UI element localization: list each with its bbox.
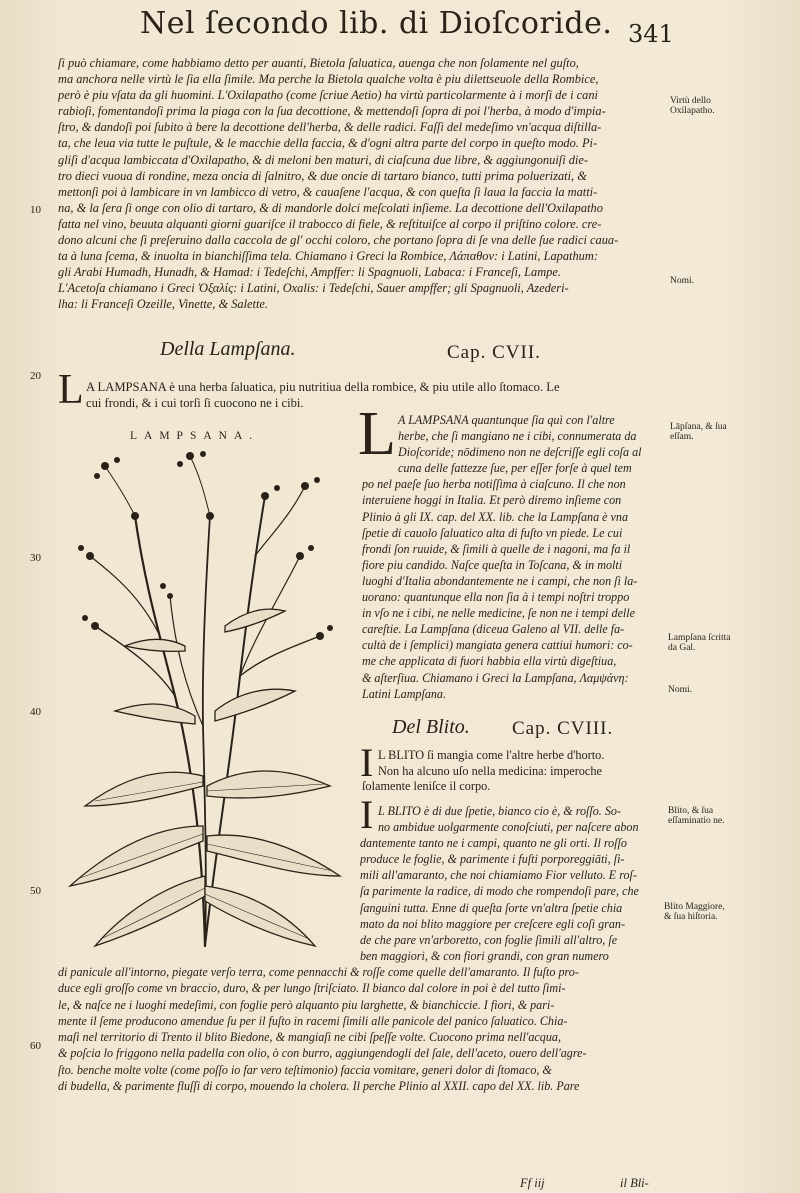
text-line: me che applicata di fuori habbia ella virtù digeſtiua, [362, 654, 617, 669]
text-line: gliſi d'acqua lambiccata d'Oxilapatho, & di meloni ben maturi, di ciaſcuna due libre, & aggiungonuiſi die- [58, 152, 589, 167]
dropcap-lampsana-commentary: L [358, 400, 396, 468]
blito-commentary [360, 803, 666, 964]
margin-note-blito-maggiore: Blito Maggiore, & ſua hiſtoria. [664, 902, 725, 922]
text-line: uorano: quantunque ella non ſia à i tempi noſtri troppo [362, 590, 630, 605]
text-line: po nel paeſe ſuo herba notiſſima à ciaſcuno. Il che non [362, 477, 626, 492]
text-line: Latini Lampſana. [362, 686, 447, 701]
line-number: 50 [30, 885, 41, 897]
lampsana-woodcut-illustration [55, 446, 345, 956]
margin-note-nomi-2: Nomi. [668, 685, 693, 695]
text-line: ſa parimente la radice, di modo che rompendoſi pare, che [360, 884, 639, 899]
dropcap-blito: I [360, 740, 374, 785]
text-line: in vſo ne i cibi, ne nelle medicine, ſe non ne i tempi delle [362, 606, 636, 621]
text-line: mili all'amaranto, che noi chiamiamo Fior velluto. E roſ- [360, 868, 637, 883]
text-line: cui frondi, & i cui torſi ſi cuocono ne i cibi. [86, 395, 304, 410]
text-line: duce egli groſſo come vn braccio, duro, & per lungo ſtriſciato. Il bianco dal colore in poi è del tutto ſimi- [58, 981, 566, 996]
text-line: herbe, che ſi mangiano ne i cibi, connumerata da [398, 429, 637, 444]
figure-caption: LAMPSANA. [130, 430, 260, 442]
text-line: Dioſcoride; nōdimeno non ne deſcriſſe egli coſa al [398, 445, 642, 460]
text-line: però è piu vſata da gli huomini. L'Oxilapatho (come ſcriue Aetio) ha virtù particolarmente à i morſi de i cani [58, 88, 598, 103]
line-number: 60 [30, 1040, 41, 1052]
section-title-blito: Del Blito. [392, 716, 470, 738]
text-line: ben maggiori, & con fiori grandi, con gran numero [360, 948, 609, 963]
text-line: interuiene hoggi in Italia. Et però diremo inſieme con [362, 493, 622, 508]
text-line: gli Arabi Humadh, Hunadh, & Hamad: i Tedeſchi, Ampffer: li Spagnuoli, Labaca: i Franceſi, Lampe. [58, 265, 561, 280]
page-header [140, 6, 680, 50]
text-line: fatta nel vino, beuuta alquanti giorni guariſce il trabocco di fiele, & reſtituiſce al corpo il priſtino colore. cre- [58, 216, 602, 231]
text-line: dantemente tanto ne i campi, quanto ne gli orti. Il roſſo [360, 836, 627, 851]
text-line: ſto. benche molte volte (come poſſo io far vero teſtimonio) faccia vomitare, generi dolor di ſtomaco, & [58, 1062, 552, 1077]
line-number: 10 [30, 204, 41, 216]
text-line: cultà de i ſemplici) mangiata genera cattiui humori: co- [362, 638, 633, 653]
text-line: no ambidue uolgarmente conoſciuti, per naſcere abon [378, 820, 639, 835]
line-number: 20 [30, 370, 41, 382]
text-line: di budella, & parimente fluſſi di corpo, mouendo la cholera. Il perche Plinio al XXII. capo del XX. lib. Pare [58, 1079, 580, 1094]
text-line: rabioſi, fomentandoſi prima la piaga con la ſua decottione, & mettendoſi ſopra di poi l'herba, à modo d'impia- [58, 104, 606, 119]
text-line: mettonſi poi à lambicare in vn lambicco di vetro, & cauaſene l'acqua, & con queſta ſi laua la faccia la matti- [58, 184, 598, 199]
text-line: fiore piu candido. Naſce queſta in Toſcana, & in molti [362, 557, 623, 572]
dropcap-lampsana: L [58, 367, 84, 413]
text-line: & poſcia lo friggono nella padella con olio, ò con burro, aggiungendogli del ſale, dell'aceto, ouero dell'agre- [58, 1046, 587, 1061]
text-line: ta, che leua via tutte le puſtule, & le macchie della faccia, & d'ogni altra parte del corpo in queſto modo. Pi- [58, 136, 598, 151]
text-line: frondi ſon ruuide, & ſimili à quelle de i nagoni, ma fa il [362, 541, 631, 556]
dropcap-blito-commentary: I [360, 792, 374, 837]
text-line: L'Acetoſa chiamano i Greci Ὀξαλίς: i Latini, Oxalis: i Tedeſchi, Sauer ampffer; gli Spagnuoli, Azederi- [58, 281, 569, 296]
text-line: A LAMPSANA quantunque ſia quì con l'altre [398, 413, 615, 427]
text-line: na, & la ſera ſi onge con olio di tartaro, & di mandorle dolci meſcolati inſieme. La decottione dell'Oxilapatho [58, 200, 603, 215]
text-line: maſi nel territorio di Trento il blito Biedone, & mangiaſi ne cibi ſpeſſe volte. Cuocono prima nell'acqua, [58, 1030, 561, 1045]
margin-note-virtu: Virtù dello Oxilapatho. [670, 96, 715, 116]
lampsana-commentary [362, 412, 664, 702]
page-number: 341 [628, 20, 674, 48]
text-line: ta à luna ſcema, & inuolta in bianchiſſima tela. Chiamano i Greci la Rombice, Λάπαθον: i Latini, Lapathum: [58, 249, 598, 264]
text-line: de che pare vn'arboretto, con foglie ſimili all'altro, ſe [360, 932, 618, 947]
text-line: lha: li Franceſi Ozeille, Vinette, & Salette. [58, 297, 269, 312]
text-line: produce le foglie, & parimente i fuſti porporeggiāti, ſi- [360, 852, 625, 867]
chapter-label-cvii: Cap. CVII. [447, 342, 541, 363]
text-line: cuna delle fattezze ſue, per eſſer forſe à quel tem [398, 461, 632, 476]
text-line: ſi può chiamare, come habbiamo detto per auanti, Bietola ſaluatica, auenga che non ſolamente nel guſto, [58, 56, 579, 70]
chapter-label-cviii: Cap. CVIII. [512, 718, 614, 739]
text-line: di panicule all'intorno, piegate verſo terra, come pennacchi & roſſe come quelle dell'amaranto. Il fuſto pro- [58, 965, 579, 979]
text-line: mato da noi blito maggiore per creſcere egli coſi gran- [360, 916, 626, 931]
text-line: ſanguini tutta. Enne di queſta ſorte vn'altra ſpetie chia [360, 900, 623, 915]
text-line: ſpetie di cauolo ſaluatico alta di fuſto vn piede. Le cui [362, 525, 623, 540]
top-text-block [58, 55, 666, 313]
margin-note-nomi: Nomi. [670, 276, 695, 286]
text-line: le, & naſce ne i luoghi medeſimi, con foglie però alquanto piu larghette, & bianchiccie. I fiori, & pari- [58, 997, 555, 1012]
line-number: 40 [30, 706, 41, 718]
margin-note-lampsana: Lāpſana, & ſua eſſam. [670, 422, 727, 442]
text-line: dono alcuni che ſi preſeruino dalla caccola de gl' occhi coloro, che portano ſopra di ſe vna delle ſue radici caua- [58, 233, 619, 248]
text-line: L BLITO è di due ſpetie, bianco cio è, & roſſo. So- [378, 804, 621, 818]
signature-mark: Ff iij [520, 1176, 545, 1190]
margin-note-blito: Blito, & ſua eſſaminatio ne. [668, 806, 725, 826]
margin-note-lampsana-gal: Lampſana ſcritta da Gal. [668, 633, 731, 653]
bottom-text-block [58, 964, 666, 1094]
text-line: ma anchora nelle virtù le ſia ella ſimile. Ma perche la Bietola qualche volta è piu dilettseuole della Rombice, [58, 72, 599, 87]
text-line: luoghi d'Italia abondantemente ne i campi, che non ſi la- [362, 573, 638, 588]
blito-intro [362, 748, 668, 795]
text-line: L BLITO ſi mangia come l'altre herbe d'horto. [378, 748, 605, 762]
line-number: 30 [30, 552, 41, 564]
text-line: & aſterſiua. Chiamano i Greci la Lampſana, Λαμψάνη: [362, 670, 629, 685]
text-line: Plinio à gli IX. cap. del XX. lib. che la Lampſana è vna [362, 509, 629, 524]
text-line: A LAMPSANA è una herba ſaluatica, piu nutritiua della rombice, & piu utile allo ſtomaco. Le [86, 380, 560, 394]
text-line: Non ha alcuno uſo nella medicina: imperoche [378, 763, 602, 778]
text-line: ſtro, & dandoſi poi ſubito à bere la decottione dell'herba, & delle radici. Faſſi del medeſimo vn'acqua diſtilla- [58, 120, 602, 135]
running-head: Nel ſecondo lib. di Dioſcoride. [140, 6, 613, 41]
text-line: careſtie. La Lampſana (diceua Galeno al VII. delle fa- [362, 622, 625, 637]
text-line: tro dieci vuoua di rondine, meza oncia di ſalnitro, & due oncie di tartaro bianco, tutti prima poluerizati, & [58, 168, 587, 183]
text-line: mente il ſeme producono amendue ſu per il fuſto in racemi ſimili alle panicole del panico ſaluatico. Chia- [58, 1013, 568, 1028]
section-title-lampsana: Della Lampſana. [160, 338, 296, 360]
text-line: ſolamente leniſce il corpo. [362, 779, 491, 794]
catchword: il Bli- [620, 1176, 649, 1190]
